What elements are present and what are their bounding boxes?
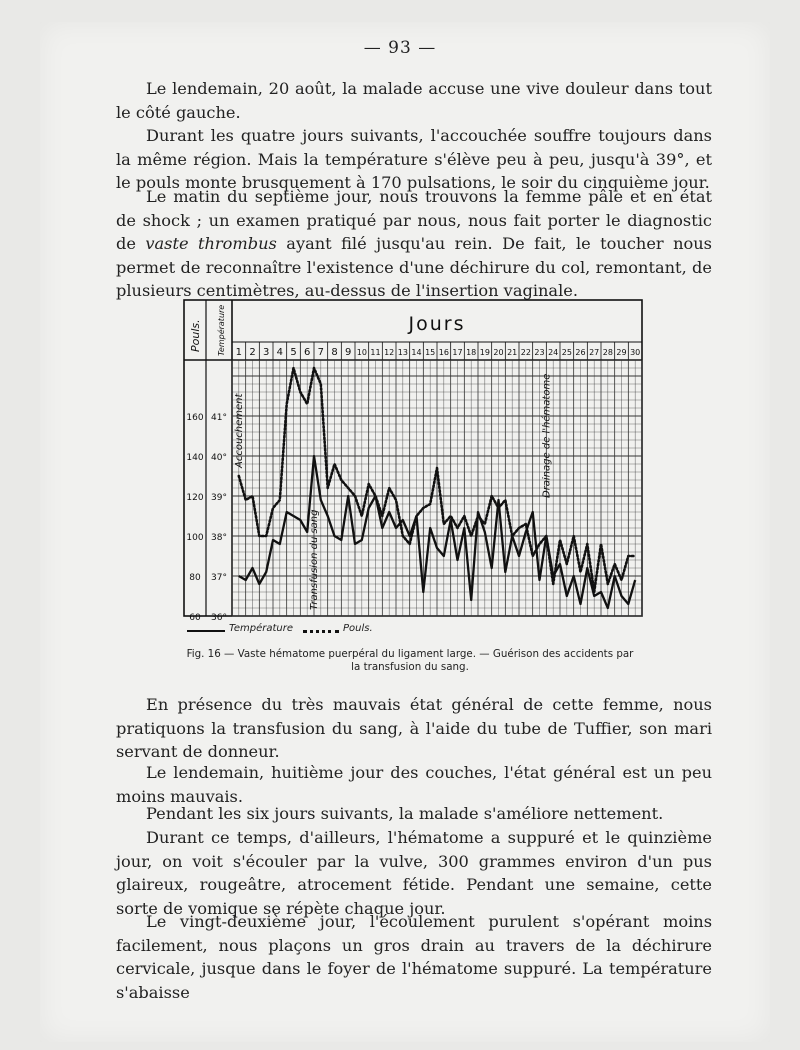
day-label: 15 <box>425 348 436 357</box>
day-label: 21 <box>507 348 518 357</box>
paragraph-1: Le lendemain, 20 août, la malade accuse une vive douleur dans tout le côté gauche. <box>116 79 712 122</box>
paragraph-4: En présence du très mauvais état général de cette femme, nous pratiquons la transfusion du sang, à l'aide du tube de Tuffier, son mari servant de donneur. <box>116 695 712 761</box>
chart-annotation: Transfusion du sang <box>309 509 320 610</box>
day-label: 26 <box>575 348 586 357</box>
chart-annotation: Drainage de l'hématome <box>541 373 553 498</box>
temperature-tick: 41° <box>211 413 227 423</box>
chart-annotation: Accouchement <box>233 393 245 468</box>
day-label: 16 <box>438 348 449 357</box>
pulse-tick: 160 <box>186 413 204 423</box>
day-label: 22 <box>520 348 531 357</box>
day-label: 29 <box>616 348 627 357</box>
day-label: 27 <box>589 348 600 357</box>
day-label: 20 <box>493 348 504 357</box>
day-label: 19 <box>479 348 490 357</box>
paragraph-7: Durant ce temps, d'ailleurs, l'hématome a suppuré et le quinzième jour, on voit s'écouler par la vulve, 300 grammes environ d'un pus glaireux, rougeâtre, atrocement fétide. Pendant une semaine, cette sorte de vomique se répète chaque jour. <box>116 828 712 918</box>
temperature-tick: 36° <box>211 613 227 620</box>
paragraph-3-italic: vaste thrombus <box>145 234 277 253</box>
day-label: 10 <box>356 348 367 357</box>
day-label: 11 <box>370 348 381 357</box>
day-label: 14 <box>411 348 422 357</box>
pulse-tick: 60 <box>189 613 201 620</box>
temperature-tick: 38° <box>211 533 227 543</box>
day-label: 23 <box>534 348 545 357</box>
day-label: 6 <box>303 347 311 358</box>
caption-line-1: Fig. 16 — Vaste hématome puerpéral du ligament large. — Guérison des accidents par <box>186 648 634 660</box>
day-label: 12 <box>384 348 395 357</box>
legend-pulse-label: Pouls. <box>343 623 373 634</box>
chart-title: Jours <box>408 313 466 335</box>
day-label: 9 <box>344 347 352 358</box>
paragraph-3-part-a: Le matin du septième jour, nous trouvons la femme pâle et en état de shock ; un examen pratiqué par nous, nous fait porter le diagnostic de <box>116 187 712 253</box>
pulse-tick: 120 <box>186 493 204 503</box>
day-label: 8 <box>331 347 338 358</box>
pulse-tick: 100 <box>186 533 204 543</box>
paragraph-3 <box>116 185 712 303</box>
day-label: 24 <box>548 348 559 357</box>
day-label: 28 <box>602 348 613 357</box>
paragraph-3-part-b: ayant filé jusqu'au rein. De fait, le toucher nous permet de reconnaître l'existence d'une déchirure du col, remontant, de plusieurs centimètres, au-dessus de l'insertion vaginale. <box>116 234 712 300</box>
paragraph-6: Pendant les six jours suivants, la malade s'améliore nettement. <box>146 804 664 823</box>
legend-dotted-line <box>303 630 339 633</box>
day-label: 30 <box>630 348 641 357</box>
day-label: 1 <box>235 347 243 358</box>
day-label: 5 <box>290 347 297 358</box>
day-label: 2 <box>249 347 256 358</box>
day-label: 25 <box>561 348 572 357</box>
day-label: 4 <box>276 347 284 358</box>
temperature-tick: 40° <box>211 453 227 463</box>
chart-legend <box>185 622 425 638</box>
paragraph-8: Le vingt-deuxième jour, l'écoulement purulent s'opérant moins facilement, nous plaçons un gros drain au travers de la déchirure cervicale, jusque dans le foyer de l'hématome suppuré. La température s'abaisse <box>116 912 712 1002</box>
paragraph-2: Durant les quatre jours suivants, l'accouchée souffre toujours dans la même région. Mais la température s'élève peu à peu, jusqu'à 39°, et le pouls monte brusquement à 170 pulsations, le soir du cinquième jour. <box>116 126 712 192</box>
day-label: 3 <box>262 347 270 358</box>
legend-solid-line <box>187 630 225 632</box>
temperature-tick: 39° <box>211 493 227 503</box>
day-label: 18 <box>466 348 477 357</box>
day-label: 7 <box>317 347 325 358</box>
temperature-pulse-chart <box>182 298 644 638</box>
caption-line-2: la transfusion du sang. <box>351 661 469 673</box>
pulse-tick: 140 <box>186 453 204 463</box>
day-label: 17 <box>452 348 463 357</box>
header-temperature: Température <box>217 304 226 356</box>
paragraph-5: Le lendemain, huitième jour des couches, l'état général est un peu moins mauvais. <box>116 763 712 806</box>
pulse-tick: 80 <box>189 573 201 583</box>
temperature-tick: 37° <box>211 573 227 583</box>
header-pulse: Pouls. <box>189 319 202 352</box>
page-number: — 93 — <box>363 38 437 58</box>
legend-temperature-label: Température <box>229 623 294 634</box>
figure-caption <box>150 648 670 674</box>
chart-svg <box>182 298 644 620</box>
day-label: 13 <box>397 348 408 357</box>
